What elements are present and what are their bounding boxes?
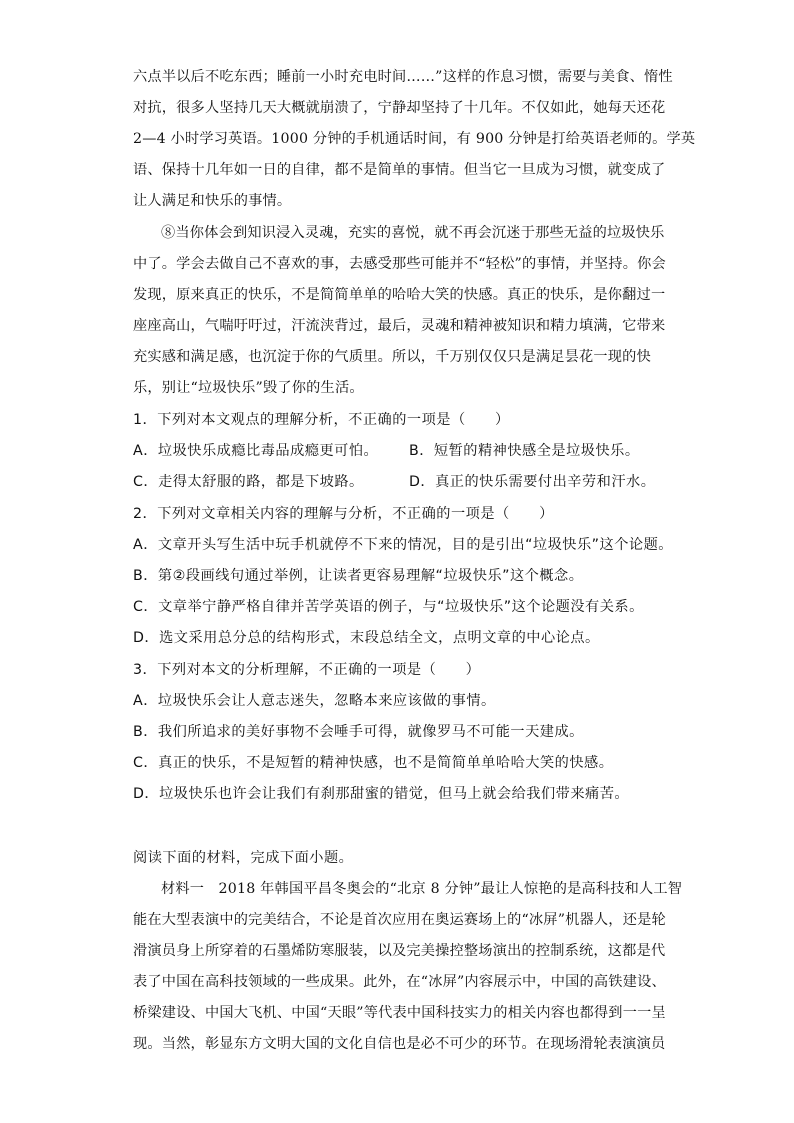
option-b: B．我们所追求的美好事物不会唾手可得，就像罗马不可能一天建成。	[133, 724, 584, 740]
material-line: 表了中国在高科技领域的一些成果。此外，在“冰屏”内容展示中，中国的高铁建设、	[133, 974, 666, 990]
passage-line: 语、保持十几年如一日的自律，都不是简单的事情。但当它一旦成为习惯，就变成了	[133, 162, 666, 178]
option-b: B．第②段画线句通过举例，让读者更容易理解“垃圾快乐”这个概念。	[133, 568, 584, 584]
option-d: D．选文采用总分总的结构形式，末段总结全文，点明文章的中心论点。	[133, 630, 600, 646]
option-c: C．真正的快乐，不是短暂的精神快感，也不是简简单单哈哈大笑的快感。	[133, 755, 614, 771]
material-line: 材料一 2018 年韩国平昌冬奥会的“北京 8 分钟”最让人惊艳的是高科技和人工智	[161, 881, 683, 897]
passage-line: ⑧当你体会到知识浸入灵魂，充实的喜悦，就不再会沉迷于那些无益的垃圾快乐	[161, 225, 665, 241]
option-b: B．短暂的精神快感全是垃圾快乐。	[409, 443, 640, 459]
material-line: 桥梁建设、中国大飞机、中国“天眼”等代表中国科技实力的相关内容也都得到一一呈	[133, 1005, 666, 1021]
option-d: D．垃圾快乐也许会让我们有刹那甜蜜的错觉，但马上就会给我们带来痛苦。	[133, 786, 630, 802]
option-a: A．文章开头写生活中玩手机就停不下来的情况，目的是引出“垃圾快乐”这个论题。	[133, 537, 673, 553]
question-stem: 2．下列对文章相关内容的理解与分析，不正确的一项是（ ）	[133, 506, 554, 522]
passage-line: 对抗，很多人坚持几天大概就崩溃了，宁静却坚持了十几年。不仅如此，她每天还花	[133, 100, 666, 116]
section-instruction: 阅读下面的材料，完成下面小题。	[133, 850, 354, 866]
option-a: A．垃圾快乐成瘾比毒品成瘾更可怕。	[133, 443, 379, 459]
passage-line: 2—4 小时学习英语。1000 分钟的手机通话时间，有 900 分钟是打给英语老师的。学英	[133, 131, 696, 147]
option-a: A．垃圾快乐会让人意志迷失，忽略本来应该做的事情。	[133, 693, 496, 709]
passage-line: 让人满足和快乐的事情。	[133, 193, 292, 209]
passage-line: 六点半以后不吃东西；睡前一小时充电时间……”这样的作息习惯，需要与美食、惰性	[133, 69, 673, 85]
question-stem: 3．下列对本文的分析理解，不正确的一项是（ ）	[133, 662, 481, 678]
material-line: 现。当然，彰显东方文明大国的文化自信也是必不可少的环节。在现场滑轮表演演员	[133, 1036, 666, 1052]
passage-line: 充实感和满足感，也沉淀于你的气质里。所以，千万别仅仅只是满足昙花一现的快	[133, 349, 651, 365]
option-c: C．走得太舒服的路，都是下坡路。	[133, 474, 364, 490]
passage-line: 中了。学会去做自己不喜欢的事，去感受那些可能并不“轻松”的事情，并坚持。你会	[133, 256, 666, 272]
option-c: C．文章举宁静严格自律并苦学英语的例子，与“垃圾快乐”这个论题没有关系。	[133, 599, 644, 615]
material-line: 滑演员身上所穿着的石墨烯防寒服装，以及完美操控整场演出的控制系统，这都是代	[133, 943, 666, 959]
option-d: D．真正的快乐需要付出辛劳和汗水。	[409, 474, 656, 490]
passage-line: 发现，原来真正的快乐，不是简简单单的哈哈大笑的快感。真正的快乐，是你翻过一	[133, 287, 666, 303]
question-stem: 1．下列对本文观点的理解分析，不正确的一项是（ ）	[133, 412, 510, 428]
material-line: 能在大型表演中的完美结合，不论是首次应用在奥运赛场上的“冰屏”机器人，还是轮	[133, 912, 666, 928]
passage-line: 乐，别让“垃圾快乐”毁了你的生活。	[133, 380, 364, 396]
passage-line: 座座高山，气喘吁吁过，汗流浃背过，最后，灵魂和精神被知识和精力填满，它带来	[133, 318, 666, 334]
